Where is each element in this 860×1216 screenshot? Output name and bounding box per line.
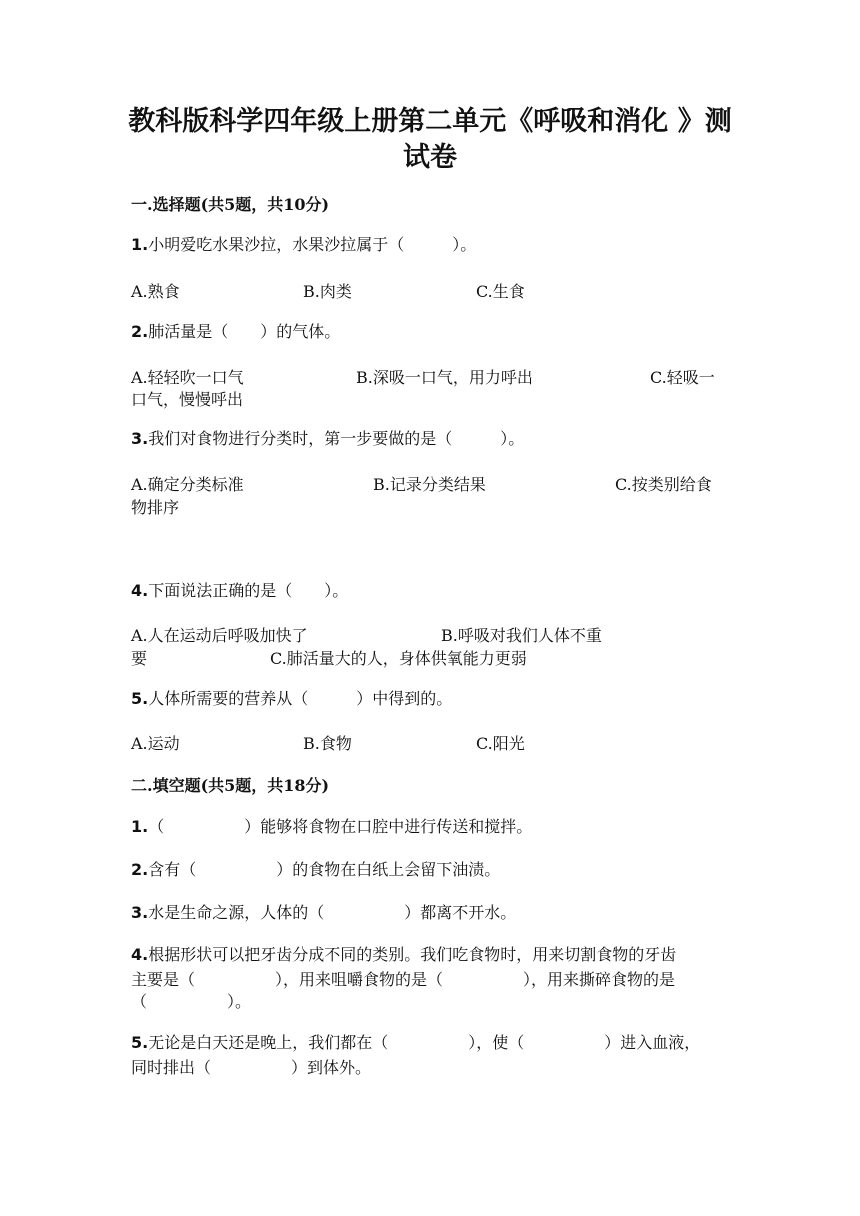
question-text: （ ）能够将食物在口腔中进行传送和搅拌。: [148, 817, 533, 836]
fill-question-3: [131, 902, 731, 924]
question-2: [131, 321, 731, 343]
question-text-line-1: 根据形状可以把牙齿分成不同的类别。我们吃食物时，用来切割食物的牙齿: [148, 945, 677, 964]
q4-option-c: C.肺活量大的人，身体供氧能力更弱: [270, 649, 527, 668]
q2-option-b: B.深吸一口气，用力呼出: [356, 368, 533, 387]
q4-option-b: B.呼吸对我们人体不重: [441, 626, 602, 645]
fill-question-2: [131, 859, 731, 881]
fill-question-4: [131, 944, 731, 966]
question-text: 含有（ ）的食物在白纸上会留下油渍。: [148, 860, 501, 879]
question-text: 人体所需要的营养从（ ）中得到的。: [148, 689, 453, 708]
question-number: 1.: [131, 235, 149, 254]
question-text-line-1: 无论是白天还是晚上，我们都在（ ），使（ ）进入血液，: [148, 1033, 701, 1052]
q5-option-b: B.食物: [303, 734, 352, 753]
q3-option-c: C.按类别给食: [615, 475, 712, 494]
q1-option-b: B.肉类: [303, 282, 352, 301]
question-number: 4.: [131, 945, 149, 964]
q2-option-c: C.轻吸一: [650, 368, 715, 387]
question-number: 4.: [131, 581, 149, 600]
q2-option-a: A.轻轻吹一口气: [131, 368, 244, 387]
question-number: 3.: [131, 903, 149, 922]
title-line-2: 试卷: [403, 142, 457, 173]
fill-question-1: [131, 816, 731, 838]
question-text: 小明爱吃水果沙拉，水果沙拉属于（ ）。: [148, 235, 477, 254]
q4-option-a: A.人在运动后呼吸加快了: [131, 626, 308, 645]
fill-question-4-line-2: 主要是（ ），用来咀嚼食物的是（ ），用来撕碎食物的是: [131, 970, 676, 989]
question-number: 2.: [131, 860, 149, 879]
title-line-1: 教科版科学四年级上册第二单元《呼吸和消化 》测: [128, 106, 732, 137]
q3-option-b: B.记录分类结果: [373, 475, 486, 494]
question-number: 5.: [131, 689, 149, 708]
section-heading-choice: 一.选择题(共5题，共10分): [131, 195, 330, 214]
question-4: [131, 580, 731, 602]
question-3: [131, 428, 731, 450]
question-text: 下面说法正确的是（ ）。: [148, 581, 349, 600]
q2-option-c-continued: 口气，慢慢呼出: [131, 390, 244, 409]
question-number: 3.: [131, 429, 149, 448]
question-5: [131, 688, 731, 710]
q5-option-c: C.阳光: [476, 734, 525, 753]
q1-option-a: A.熟食: [131, 282, 180, 301]
question-number: 5.: [131, 1033, 149, 1052]
fill-question-4-line-3: （ ）。: [131, 992, 252, 1011]
q1-option-c: C.生食: [476, 282, 525, 301]
fill-question-5-line-2: 同时排出（ ）到体外。: [131, 1058, 372, 1077]
question-text: 水是生命之源，人体的（ ）都离不开水。: [148, 903, 517, 922]
question-text: 我们对食物进行分类时，第一步要做的是（ ）。: [148, 429, 525, 448]
question-number: 1.: [131, 817, 149, 836]
q4-option-b-continued: 要: [131, 649, 148, 668]
question-text: 肺活量是（ ）的气体。: [148, 322, 341, 341]
fill-question-5: [131, 1032, 731, 1054]
question-1: [131, 234, 731, 256]
q5-option-a: A.运动: [131, 734, 180, 753]
q3-option-a: A.确定分类标准: [131, 475, 244, 494]
question-number: 2.: [131, 322, 149, 341]
exam-title: [120, 104, 740, 176]
section-heading-fill: 二.填空题(共5题，共18分): [131, 776, 330, 795]
q3-option-c-continued: 物排序: [131, 498, 180, 517]
